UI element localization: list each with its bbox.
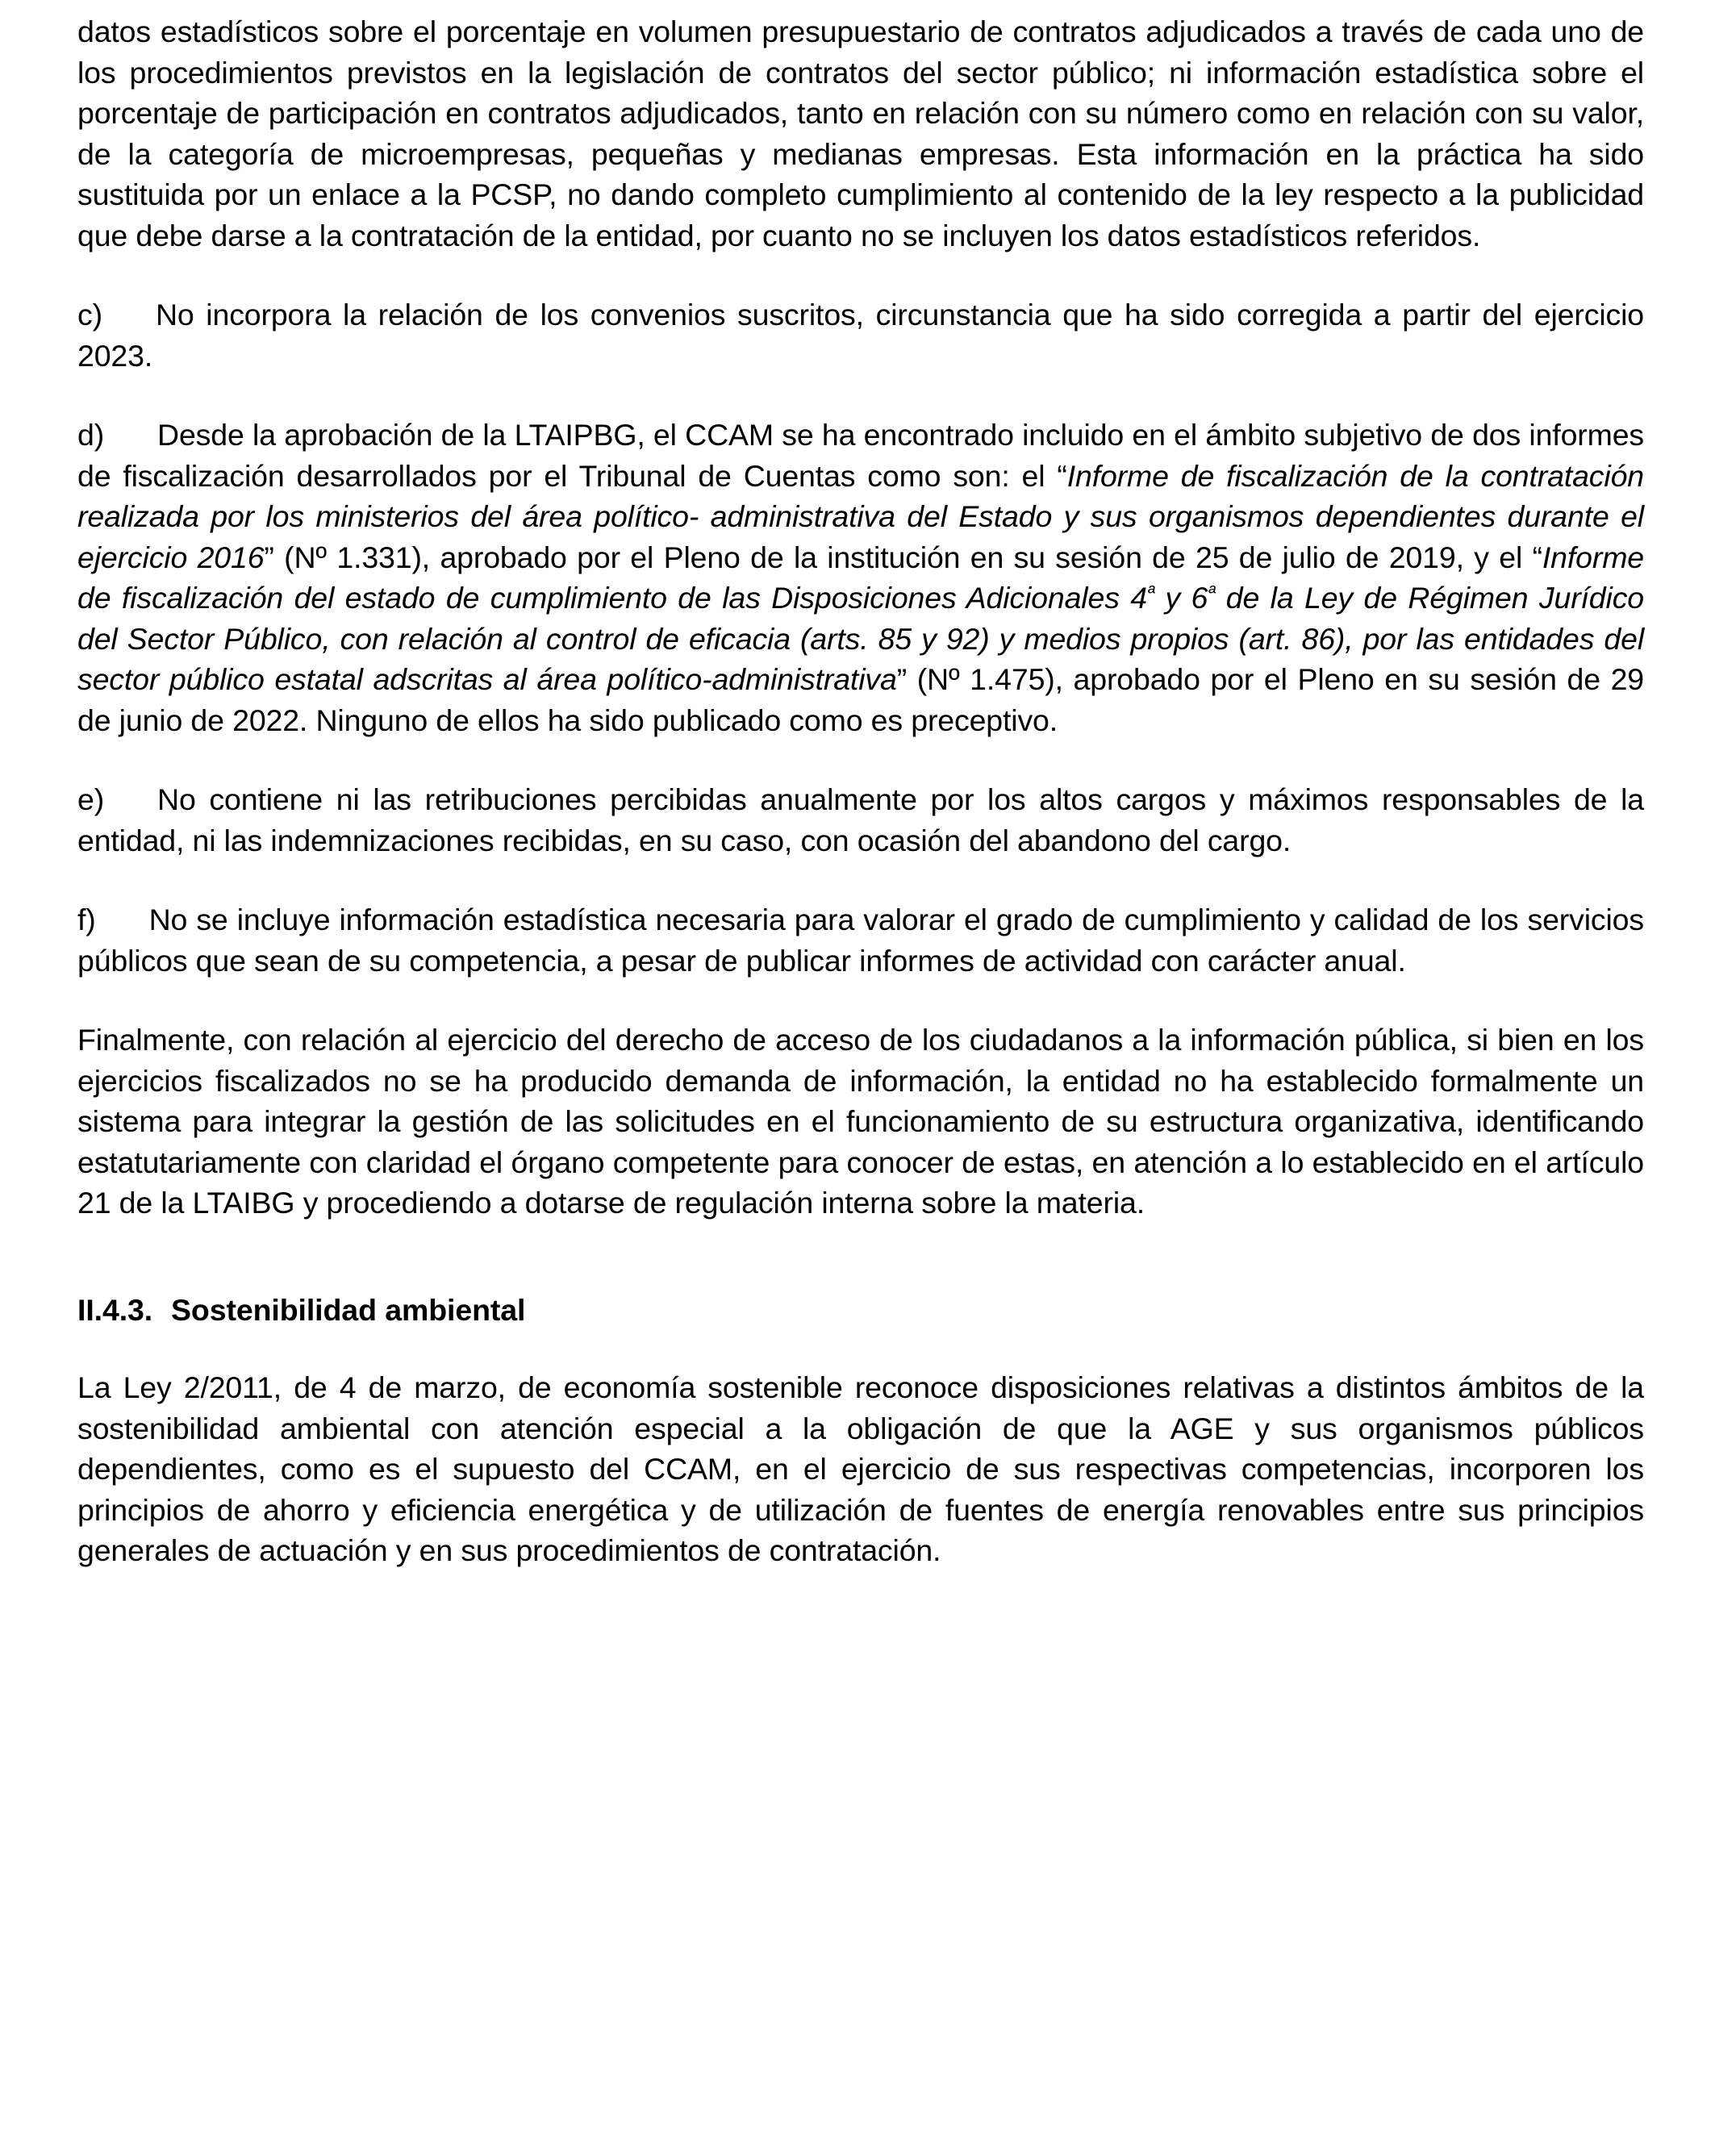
list-marker-f: f) — [77, 903, 96, 936]
quote-open-1: “ — [1057, 458, 1067, 493]
report-title-2a: Informe de fiscalización del estado de cumplimiento de las Disposiciones Adicionales 4 — [77, 540, 1644, 615]
list-marker-c: c) — [77, 298, 102, 332]
section-number: II.4.3. — [77, 1292, 153, 1327]
section-title: Sostenibilidad ambiental — [171, 1292, 526, 1327]
list-text-d-part1: Desde la aprobación de la LTAIPBG, el CCAM se ha encontrado incluido en el ámbito subjetivo de dos informes de fiscalización desarrollados por el Tribunal de Cuentas como son: el — [77, 418, 1644, 493]
list-text-d-part3: (Nº 1.475), aprobado por el Pleno en su sesión de 29 de junio de 2022. Ninguno de ellos ha sido publicado como es preceptivo. — [77, 662, 1644, 737]
report-title-1: Informe de fiscalización de la contratación realizada por los ministerios del área político- administrativa del Estado y sus organismos dependientes durante el ejercicio 2016 — [77, 458, 1644, 574]
list-item-e — [77, 779, 1644, 861]
paragraph-finalmente: Finalmente, con relación al ejercicio del derecho de acceso de los ciudadanos a la información pública, si bien en los ejercicios fiscalizados no se ha producido demanda de información, la entidad no ha establecido formalmente un sistema para integrar la gestión de las solicitudes en el funcionamiento de su estructura organizativa, identificando estatutariamente con claridad el órgano competente para conocer de estas, en atención a lo establecido en el artículo 21 de la LTAIBG y procediendo a dotarse de regulación interna sobre la materia. — [77, 1023, 1644, 1220]
list-item-f — [77, 899, 1644, 981]
list-marker-e: e) — [77, 782, 105, 816]
report-title-2b: y 6 — [1154, 581, 1208, 615]
list-item-c — [77, 294, 1644, 376]
paragraph-continued: datos estadísticos sobre el porcentaje en volumen presupuestario de contratos adjudicados a través de cada uno de los procedimientos previstos en la legislación de contratos del sector público; ni información estadística sobre el porcentaje de participación en contratos adjudicados, tanto en relación con su número como en relación con su valor, de la categoría de microempresas, pequeñas y medianas empresas. Esta información en la práctica ha sido sustituida por un enlace a la PCSP, no dando completo cumplimiento al contenido de la ley respecto a la publicidad que debe darse a la contratación de la entidad, por cuanto no se incluyen los datos estadísticos referidos. — [77, 15, 1644, 252]
list-text-c: No incorpora la relación de los convenios suscritos, circunstancia que ha sido corregida a partir del ejercicio 2023. — [77, 298, 1644, 373]
report-title-2c: de la Ley de Régimen Jurídico del Sector Público, con relación al control de eficacia (arts. 85 y 92) y medios propios (art. 86), por las entidades del sector público estatal adscritas al área político-administrativa — [77, 581, 1644, 696]
section-heading — [77, 1290, 1644, 1331]
quote-open-2: “ — [1532, 540, 1542, 574]
list-text-f: No se incluye información estadística necesaria para valorar el grado de cumplimiento y calidad de los servicios públicos que sean de su competencia, a pesar de publicar informes de actividad con carácter anual. — [77, 903, 1644, 978]
quote-close-1: ” — [264, 540, 274, 574]
list-text-e: No contiene ni las retribuciones percibidas anualmente por los altos cargos y máximos responsables de la entidad, ni las indemnizaciones recibidas, en su caso, con ocasión del abandono del cargo. — [77, 782, 1644, 857]
ordinal-indicator-4: ª — [1146, 582, 1154, 605]
list-text-d-part2: (Nº 1.331), aprobado por el Pleno de la institución en su sesión de 25 de julio de 2019, y el — [273, 540, 1533, 574]
list-item-d — [77, 415, 1644, 740]
quote-close-2: ” — [896, 662, 908, 696]
paragraph-ley-sostenible: La Ley 2/2011, de 4 de marzo, de economía sostenible reconoce disposiciones relativas a distintos ámbitos de la sostenibilidad ambiental con atención especial a la obligación de que la AGE y sus organismos públicos dependientes, como es el supuesto del CCAM, en el ejercicio de sus respectivas competencias, incorporen los principios de ahorro y eficiencia energética y de utilización de fuentes de energía renovables entre sus principios generales de actuación y en sus procedimientos de contratación. — [77, 1370, 1644, 1567]
heading-spacer — [77, 1262, 1644, 1290]
list-marker-d: d) — [77, 418, 105, 452]
ordinal-indicator-6: ª — [1208, 582, 1216, 605]
